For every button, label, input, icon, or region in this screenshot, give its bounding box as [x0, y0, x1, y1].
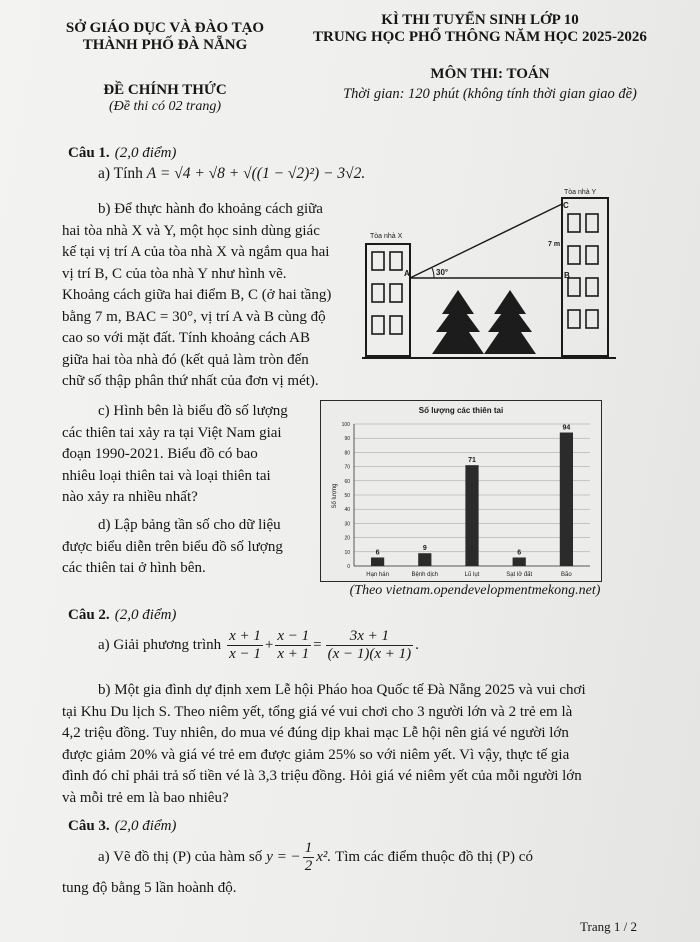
- q2a-fraction-1: [227, 628, 263, 663]
- q1b-line: cao so với mặt đất. Tính khoảng cách AB: [62, 330, 311, 346]
- chart-category-label: Sạt lở đất: [506, 572, 533, 578]
- chart-data-label: 6: [517, 549, 522, 557]
- chart-category-label: Bão: [561, 572, 572, 578]
- q1c-line: đoạn 1990-2021. Biểu đồ có bao: [62, 446, 258, 462]
- chart-title: Số lượng các thiên tai: [418, 406, 504, 415]
- chart-category-label: Hạn hán: [366, 572, 389, 578]
- q2b-line: đình đó chỉ phải trả số tiền vé là 3,3 triệu đồng. Hỏi giá vé niêm yết của mỗi người lớn: [62, 768, 582, 784]
- chart-category-label: Bệnh dịch: [411, 572, 439, 578]
- q1b-line: kế tại vị trí A của tòa nhà X và ngắm qua hai: [62, 244, 330, 260]
- q2a-plus: +: [264, 636, 274, 653]
- chart-bar: [465, 465, 478, 566]
- header-left: [30, 20, 300, 54]
- exam-line1: KÌ THI TUYỂN SINH LỚP 10: [381, 12, 579, 28]
- subject-label: MÔN THI: TOÁN: [430, 66, 550, 82]
- q2a-f2-den: x + 1: [277, 646, 310, 662]
- q1b-line: hai tòa nhà X và Y, một học sinh dùng giác: [62, 222, 320, 239]
- q2a-f3-num: 3x + 1: [326, 628, 414, 646]
- exam-line2: TRUNG HỌC PHỔ THÔNG NĂM HỌC 2025-2026: [313, 29, 647, 45]
- q2b-line: b) Một gia đình dự định xem Lễ hội Pháo hoa Quốc tế Đà Nẵng 2025 và vui chơi: [98, 682, 586, 698]
- chart-ytick-label: 40: [344, 507, 350, 514]
- q2b-line: và mỗi trẻ em là bao nhiêu?: [62, 789, 229, 806]
- disaster-bar-chart: [320, 400, 602, 582]
- q1b-line: b) Để thực hành đo khoảng cách giữa: [98, 201, 323, 217]
- q2a: [98, 628, 419, 663]
- q1b-line: bằng 7 m, BAC = 30°, vị trí A và B cùng độ: [62, 308, 326, 325]
- q2b-line: tại Khu Du lịch S. Theo niêm yết, tổng giá vé vui chơi cho 3 người lớn và 2 trẻ em là: [62, 703, 573, 720]
- q3a-fraction: [303, 840, 315, 875]
- q2a-f1-den: x − 1: [229, 646, 261, 662]
- pages-note: (Đề thi có 02 trang): [109, 99, 221, 114]
- q1a-expression: A = √4 + √8 + √((1 − √2)²) − 3√2.: [146, 165, 366, 182]
- angle-arc: [432, 268, 434, 278]
- chart-ytick-label: 60: [344, 478, 350, 485]
- q3-heading: [68, 815, 176, 838]
- q2a-f1-num: x + 1: [229, 628, 261, 644]
- chart-frame: [321, 401, 602, 582]
- q2a-f2-num: x − 1: [277, 628, 310, 644]
- q1-title: Câu 1.: [68, 145, 110, 161]
- buildings-figure: [362, 186, 616, 362]
- chart-ytick-label: 10: [344, 549, 350, 556]
- time-label: Thời gian: 120 phút (không tính thời gian giao đề): [343, 86, 637, 102]
- q1d-line: được biểu diễn trên biểu đồ số lượng: [62, 538, 283, 555]
- chart-ytick-label: 90: [344, 436, 350, 443]
- org-line1: SỞ GIÁO DỤC VÀ ĐÀO TẠO: [65, 20, 265, 36]
- label-building-y: Tòa nhà Y: [564, 189, 597, 196]
- q3-title: Câu 3.: [68, 818, 110, 834]
- q3-points: (2,0 điểm): [114, 818, 177, 834]
- point-a-label: A: [404, 269, 410, 278]
- q2b-text: [62, 680, 662, 809]
- q1c-text: [62, 401, 318, 509]
- q3a-prefix: a) Vẽ đồ thị (P) của hàm số: [98, 848, 263, 865]
- distance-label: 7 m: [548, 241, 561, 248]
- q2-title: Câu 2.: [68, 607, 110, 623]
- q1d-line: d) Lập bảng tần số cho dữ liệu: [98, 517, 281, 533]
- q1d-line: các thiên tai ở hình bên.: [62, 560, 206, 576]
- q1b-line: vị trí B, C của tòa nhà Y như hình vẽ.: [62, 265, 287, 282]
- chart-ylabel: Số lượng: [332, 483, 338, 509]
- q1-heading: [68, 142, 176, 165]
- q1c-line: nào xảy ra nhiều nhất?: [62, 489, 198, 505]
- header-right: [275, 12, 685, 46]
- building-x-windows: [372, 252, 402, 334]
- tree-left: [432, 290, 484, 354]
- q1b-text: [62, 199, 362, 393]
- official-label: ĐỀ CHÍNH THỨC: [103, 82, 227, 98]
- q3a-line2: tung độ bằng 5 lần hoành độ.: [62, 880, 237, 896]
- chart-ytick-label: 20: [344, 535, 350, 542]
- q2a-end: .: [415, 636, 419, 653]
- q1c-line: c) Hình bên là biểu đồ số lượng: [98, 403, 288, 419]
- q1b-line: Khoảng cách giữa hai điểm B, C (ở hai tầng): [62, 287, 332, 303]
- q2a-prefix: a) Giải phương trình: [98, 636, 222, 653]
- q3a: [98, 840, 533, 875]
- angle-label: 30°: [436, 268, 449, 277]
- q1c-line: các thiên tai xảy ra tại Việt Nam giai: [62, 424, 282, 441]
- chart-ytick-label: 70: [344, 464, 350, 471]
- q1d-text: [62, 515, 318, 580]
- chart-ytick-label: 30: [344, 521, 350, 528]
- building-y-windows: [568, 214, 598, 328]
- q3a-x2: x².: [316, 848, 332, 865]
- q2b-line: được giảm 20% và giá vé trẻ em được giảm 25% so với niêm yết. Vì vậy, thực tế gia: [62, 746, 570, 763]
- chart-source: (Theo vietnam.opendevelopmentmekong.net): [349, 583, 601, 598]
- point-c-label: C: [563, 201, 569, 210]
- q1a: [98, 163, 365, 185]
- q3a-suffix: Tìm các điểm thuộc đồ thị (P) có: [335, 848, 533, 865]
- q1c-line: nhiêu loại thiên tai và loại thiên tai: [62, 467, 271, 484]
- org-line2: THÀNH PHỐ ĐÀ NẴNG: [82, 37, 248, 53]
- q2a-f3-den: (x − 1)(x + 1): [327, 646, 412, 662]
- q1b-line: giữa hai tòa nhà đó (kết quả làm tròn đến: [62, 351, 309, 368]
- label-building-x: Tòa nhà X: [370, 233, 403, 240]
- q1a-prefix: a) Tính: [98, 165, 147, 182]
- chart-bar: [560, 433, 573, 566]
- q2b-line: 4,2 triệu đồng. Tuy nhiên, do mua vé đúng dịp khai mạc Lễ hội nên giá vé người lớn: [62, 725, 569, 741]
- q3a-func: y = −: [266, 848, 301, 865]
- tree-right: [484, 290, 536, 354]
- line-ac: [410, 204, 562, 278]
- chart-ytick-label: 80: [344, 450, 350, 457]
- chart-data-label: 71: [468, 457, 476, 465]
- chart-data-label: 94: [562, 424, 571, 432]
- chart-ytick-label: 0: [347, 564, 350, 570]
- chart-ytick-label: 100: [341, 422, 350, 428]
- q1b-line: chữ số thập phân thứ nhất của đơn vị mét).: [62, 373, 319, 389]
- q2-points: (2,0 điểm): [114, 607, 177, 623]
- chart-bar: [513, 557, 526, 566]
- chart-bar: [371, 557, 384, 566]
- q2a-equals: =: [313, 636, 322, 653]
- chart-category-label: Lũ lụt: [464, 572, 480, 578]
- q3a-den: 2: [304, 858, 313, 874]
- page-number: Trang 1 / 2: [580, 919, 637, 934]
- chart-data-label: 6: [375, 549, 380, 557]
- q2a-fraction-2: [275, 628, 311, 663]
- point-b-label: B: [564, 271, 570, 280]
- q2-heading: [68, 604, 176, 627]
- q1-points: (2,0 điểm): [114, 145, 177, 161]
- chart-bar: [418, 553, 431, 566]
- chart-ytick-label: 50: [344, 493, 350, 499]
- q3a-num: 1: [304, 840, 313, 856]
- q2a-fraction-3: [326, 628, 414, 663]
- chart-data-label: 9: [422, 545, 427, 553]
